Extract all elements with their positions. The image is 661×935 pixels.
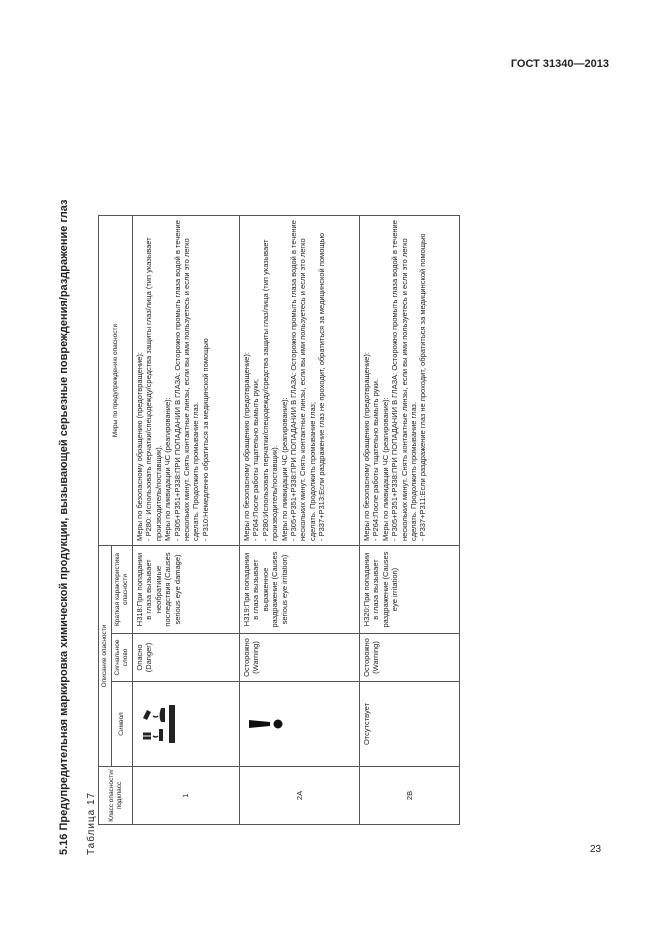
col-measures-header: Меры по предупреждению опасности xyxy=(99,216,133,546)
standard-header: ГОСТ 31340—2013 xyxy=(510,58,609,70)
corrosion-icon xyxy=(139,702,179,746)
table-label: Таблица 17 xyxy=(86,791,97,855)
page-number: 23 xyxy=(590,844,602,855)
measures-cell: Меры по безопасному обращению (предотвращение): - Р264:После работы тщательно вымыть руки; - Р280:Использовать перчатки/спецодежду/средства защиты глаз/лица (тип указывает производитель/поставщик). Меры по ликвидации ЧС (реагирование): - Р305+Р351+Р338:ПРИ ПОПАДАНИИ В ГЛАЗА: Осторожно промыть глаза водой в течение нескольких минут. Снять контактные линзы, если вы ими пользуетесь и если это легко сделать. Продолжить промывание глаз; - Р337+Р313:Если раздражение глаз не проходит, обратиться за медицинской помощью xyxy=(240,216,360,546)
col-signal-header: Сигнальное слово xyxy=(112,634,133,682)
col-class-header: Класс опасности/ подкласс xyxy=(99,767,133,825)
short-cell: H318:При попадании в глаза вызывает необратимые последствия (Causes serious eye damage) xyxy=(133,546,240,634)
signal-cell: Осторожно (Warning) xyxy=(360,634,460,682)
table-row xyxy=(133,216,240,825)
signal-cell: Осторожно (Warning) xyxy=(240,634,360,682)
col-hazard-desc-header: Описание опасности xyxy=(99,546,112,767)
symbol-cell xyxy=(133,682,240,767)
table-row xyxy=(360,216,460,825)
class-cell: 1 xyxy=(133,767,240,825)
signal-cell: Опасно (Danger) xyxy=(133,634,240,682)
col-symbol-header: Символ xyxy=(112,682,133,767)
hazard-table xyxy=(98,215,460,825)
exclamation-icon xyxy=(246,709,286,739)
measures-cell: Меры по безопасному обращению (предотвращение): - Р280: Использовать перчатки/спецодежду/средства защиты глаз/лица (тип указывает производитель/поставщик). Меры по ликвидации ЧС (реагирование): - Р305+Р351+Р338:ПРИ ПОПАДАНИИ В ГЛАЗА: Осторожно промыть глаза водой в течение нескольких минут. Снять контактные линзы, если вы ими пользуетесь и если это легко сделать. Продолжить промывание глаз. - Р310:Немедленно обратиться за медицинской помощью xyxy=(133,216,240,546)
class-cell: 2А xyxy=(240,767,360,825)
section-title: 5.16 Предупредительная маркировка химической продукции, вызывающей серьезные повреждения/раздражение глаз xyxy=(58,199,70,855)
table-header-row xyxy=(99,216,112,825)
symbol-cell: Отсутствует xyxy=(360,682,460,767)
symbol-cell xyxy=(240,682,360,767)
col-short-header: Краткая характеристика опасности xyxy=(112,546,133,634)
class-cell: 2В xyxy=(360,767,460,825)
measures-cell: Меры по безопасному обращению (предотвращение): - Р264:После работы тщательно вымыть руки. Меры по ликвидации ЧС (реагирование): - Р305+Р351+Р338:ПРИ ПОПАДАНИИ В ГЛАЗА: Осторожно промыть глаза водой в течение нескольких минут. Снять контактные линзы, если вы ими пользуетесь и если это легко сделать. Продолжить промывание глаз. - Р337+Р311:Если раздражение глаз не проходит, обратиться за медицинской помощью xyxy=(360,216,460,546)
table-row xyxy=(240,216,360,825)
rotated-content xyxy=(58,115,478,855)
short-cell: H319:При попадании в глаза вызывает выраженное раздражение (Causes serious eye irritation) xyxy=(240,546,360,634)
short-cell: H320:При попадании в глаза вызывает раздражение (Causes eye irritation) xyxy=(360,546,460,634)
